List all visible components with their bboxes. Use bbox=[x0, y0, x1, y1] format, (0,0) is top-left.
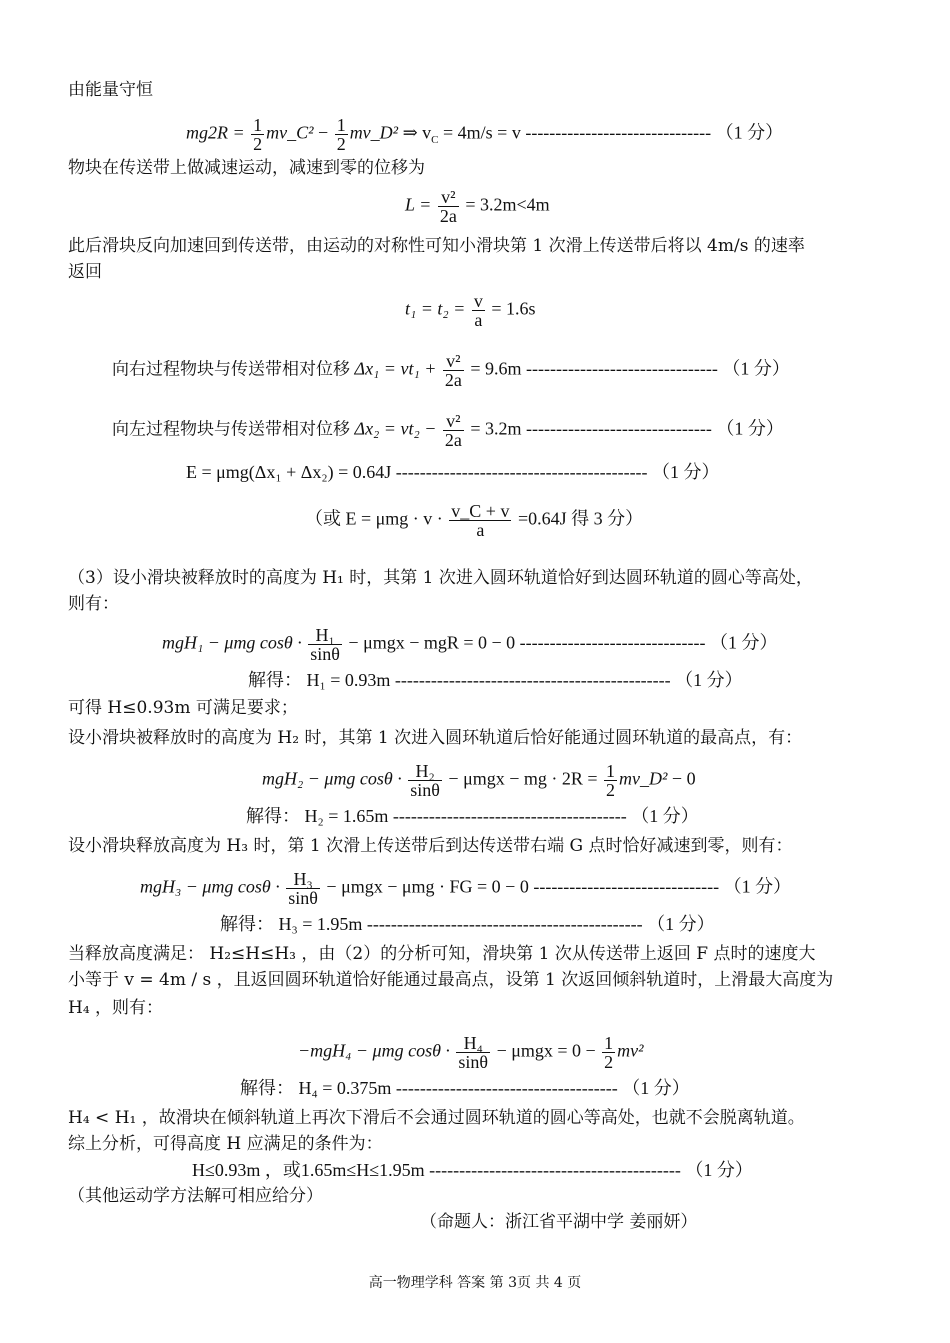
fraction-num: v² bbox=[443, 412, 464, 431]
text-line: 此后滑块反向加速回到传送带，由运动的对称性可知小滑块第 1 次滑上传送带后将以 4m/s 的速率 bbox=[68, 236, 805, 256]
text-line: 设小滑块释放高度为 H₃ 时，第 1 次滑上传送带后到达传送带右端 G 点时恰好减速到零，则有： bbox=[68, 836, 793, 856]
eq-part: mgH₂ − μmg cosθ · bbox=[262, 768, 402, 789]
eq-label: 向右过程物块与传送带相对位移 bbox=[112, 359, 350, 380]
text-line: 返回 bbox=[68, 262, 102, 282]
fraction bbox=[286, 870, 320, 907]
eq-part: − μmgx − mg · 2R = bbox=[448, 768, 598, 789]
fraction-den: sinθ bbox=[288, 888, 318, 908]
text-line: 设小滑块被释放时的高度为 H₂ 时，其第 1 次进入圆环轨道后恰好能通过圆环轨道的最高点，有： bbox=[68, 728, 803, 748]
fraction bbox=[251, 116, 264, 153]
fraction-num: H₁ bbox=[308, 626, 342, 645]
result-condition: H≤0.93m ，或1.65m≤H≤1.95m ------------------------------------------ （1 分） bbox=[192, 1160, 753, 1180]
fraction-den: a bbox=[474, 310, 483, 330]
fraction-den: sinθ bbox=[458, 1052, 489, 1072]
text-line: 则有： bbox=[68, 594, 119, 614]
fraction-num: H₄ bbox=[456, 1034, 490, 1053]
result-h1: 解得： H₁ = 0.93m ---------------------------------------------- （1 分） bbox=[248, 670, 743, 690]
eq-part: mv_C² bbox=[266, 122, 314, 143]
eq-part: mv_D² bbox=[349, 122, 399, 143]
eq-part: mv_D² bbox=[619, 768, 668, 789]
eq-part: ⇒ v bbox=[402, 122, 432, 143]
fraction-num: 1 bbox=[606, 761, 616, 781]
eq-part: = 3.2m ------------------------------- （1 分） bbox=[470, 418, 784, 439]
eq-part: L = bbox=[405, 194, 432, 215]
equation-h3 bbox=[140, 870, 791, 907]
equation-heat: E = μmg(Δx₁ + Δx₂) = 0.64J ------------------------------------------ （1 分） bbox=[186, 462, 720, 482]
fraction-num: v_C + v bbox=[451, 501, 510, 521]
result-h4: 解得： H₄ = 0.375m ------------------------------------- （1 分） bbox=[240, 1078, 690, 1098]
eq-part: = 3.2m<4m bbox=[465, 194, 550, 215]
equation-energy: mg2R = $\frac{1}{2}$ mv_C² − $\frac{1}{2}$ mv_D² ⇒ $v_C = 4m/s = v$ ------------------------------- （1 分） bbox=[186, 115, 784, 154]
equation-right-displacement bbox=[112, 352, 790, 389]
text-line: （3）设小滑块被释放时的高度为 H₁ 时，其第 1 次进入圆环轨道恰好到达圆环轨道的圆心等高处， bbox=[68, 568, 813, 588]
text-line: 综上分析，可得高度 H 应满足的条件为： bbox=[68, 1134, 383, 1154]
eq-part: = 4m/s = v bbox=[443, 122, 521, 143]
fraction-den: 2a bbox=[439, 206, 457, 226]
eq-part: t₁ = t₂ = bbox=[405, 298, 466, 319]
eq-part: =0.64J 得 3 分） bbox=[517, 508, 644, 529]
fraction-den: 2 bbox=[604, 1052, 614, 1072]
fraction-num: H₃ bbox=[286, 870, 320, 889]
fraction-num: v² bbox=[443, 352, 464, 371]
equation-h2 bbox=[262, 762, 696, 799]
fraction bbox=[456, 1034, 490, 1071]
eq-part: − μmgx − mgR = 0 − 0 ------------------------------- （1 分） bbox=[348, 632, 778, 653]
text-line: 可得 H≤0.93m 可满足要求； bbox=[68, 698, 298, 718]
equation-h1 bbox=[162, 626, 778, 663]
fraction-den: sinθ bbox=[310, 644, 340, 664]
eq-part: − 0 bbox=[671, 768, 696, 789]
eq-part: Δx₂ = vt₂ − bbox=[354, 418, 437, 439]
text-line: 当释放高度满足： H₂≤H≤H₃ ，由（2）的分析可知，滑块第 1 次从传送带上返回 F 点时的速度大 bbox=[68, 944, 816, 964]
eq-part: mgH₃ − μmg cosθ · bbox=[140, 876, 280, 897]
eq-part: mg2R = bbox=[186, 122, 245, 143]
text-line: 由能量守恒 bbox=[68, 80, 153, 100]
eq-part: （或 E = μmg · v · bbox=[305, 508, 443, 529]
text-line: （其他运动学方法解可相应给分） bbox=[68, 1186, 323, 1206]
eq-part: −mgH₄ − μmg cosθ · bbox=[298, 1040, 450, 1061]
author-credit: （命题人：浙江省平湖中学 姜丽妍） bbox=[420, 1212, 698, 1232]
fraction bbox=[602, 1034, 615, 1071]
fraction bbox=[604, 762, 617, 799]
eq-part: − μmgx = 0 − bbox=[496, 1040, 596, 1061]
equation-time bbox=[405, 292, 535, 329]
fraction bbox=[449, 502, 511, 539]
fraction-num: v² bbox=[438, 188, 459, 207]
fraction bbox=[308, 626, 342, 663]
fraction bbox=[438, 188, 459, 225]
text-line: 小等于 v = 4m / s ，且返回圆环轨道恰好能通过最高点，设第 1 次返回倾斜轨道时，上滑最大高度为 bbox=[68, 970, 834, 990]
equation-h4 bbox=[298, 1034, 644, 1071]
eq-part: mgH₁ − μmg cosθ · bbox=[162, 632, 302, 653]
fraction-den: sinθ bbox=[410, 780, 440, 800]
eq-part: = 9.6m -------------------------------- （1 分） bbox=[470, 358, 790, 379]
result-h2: 解得： H₂ = 1.65m --------------------------------------- （1 分） bbox=[246, 806, 699, 826]
fraction-num: H₂ bbox=[408, 762, 442, 781]
eq-label: 向左过程物块与传送带相对位移 bbox=[112, 419, 350, 440]
equation-left-displacement bbox=[112, 412, 784, 449]
result-h3: 解得： H₃ = 1.95m ---------------------------------------------- （1 分） bbox=[220, 914, 715, 934]
equation-heat-alt bbox=[305, 502, 643, 539]
text-line: H₄ ，则有： bbox=[68, 998, 164, 1018]
score-mark: ------------------------------- （1 分） bbox=[525, 122, 784, 143]
eq-part: Δx₁ = vt₁ + bbox=[354, 358, 437, 379]
eq-part: − μmgx − μmg · FG = 0 − 0 ------------------------------- （1 分） bbox=[326, 876, 792, 897]
fraction bbox=[408, 762, 442, 799]
fraction-den: 2 bbox=[336, 134, 346, 154]
fraction-num: 1 bbox=[253, 115, 263, 135]
fraction-den: a bbox=[476, 520, 485, 540]
eq-part: mv² bbox=[617, 1040, 644, 1061]
fraction bbox=[443, 412, 464, 449]
fraction-den: 2a bbox=[444, 370, 462, 390]
page-footer: 高一物理学科 答案 第 3页 共 4 页 bbox=[368, 1275, 582, 1291]
fraction-den: 2 bbox=[253, 134, 263, 154]
fraction-num: 1 bbox=[336, 115, 346, 135]
fraction-num: v bbox=[473, 291, 483, 311]
equation-displacement bbox=[405, 188, 550, 225]
fraction bbox=[335, 116, 348, 153]
fraction-den: 2 bbox=[606, 780, 616, 800]
eq-part: = 1.6s bbox=[491, 298, 536, 319]
text-line: 物块在传送带上做减速运动，减速到零的位移为 bbox=[68, 158, 425, 178]
fraction-num: 1 bbox=[604, 1033, 614, 1053]
text-line: H₄ < H₁ ，故滑块在倾斜轨道上再次下滑后不会通过圆环轨道的圆心等高处，也就不会脱离轨道。 bbox=[68, 1108, 805, 1128]
fraction bbox=[472, 292, 485, 329]
fraction bbox=[443, 352, 464, 389]
fraction-den: 2a bbox=[444, 430, 462, 450]
